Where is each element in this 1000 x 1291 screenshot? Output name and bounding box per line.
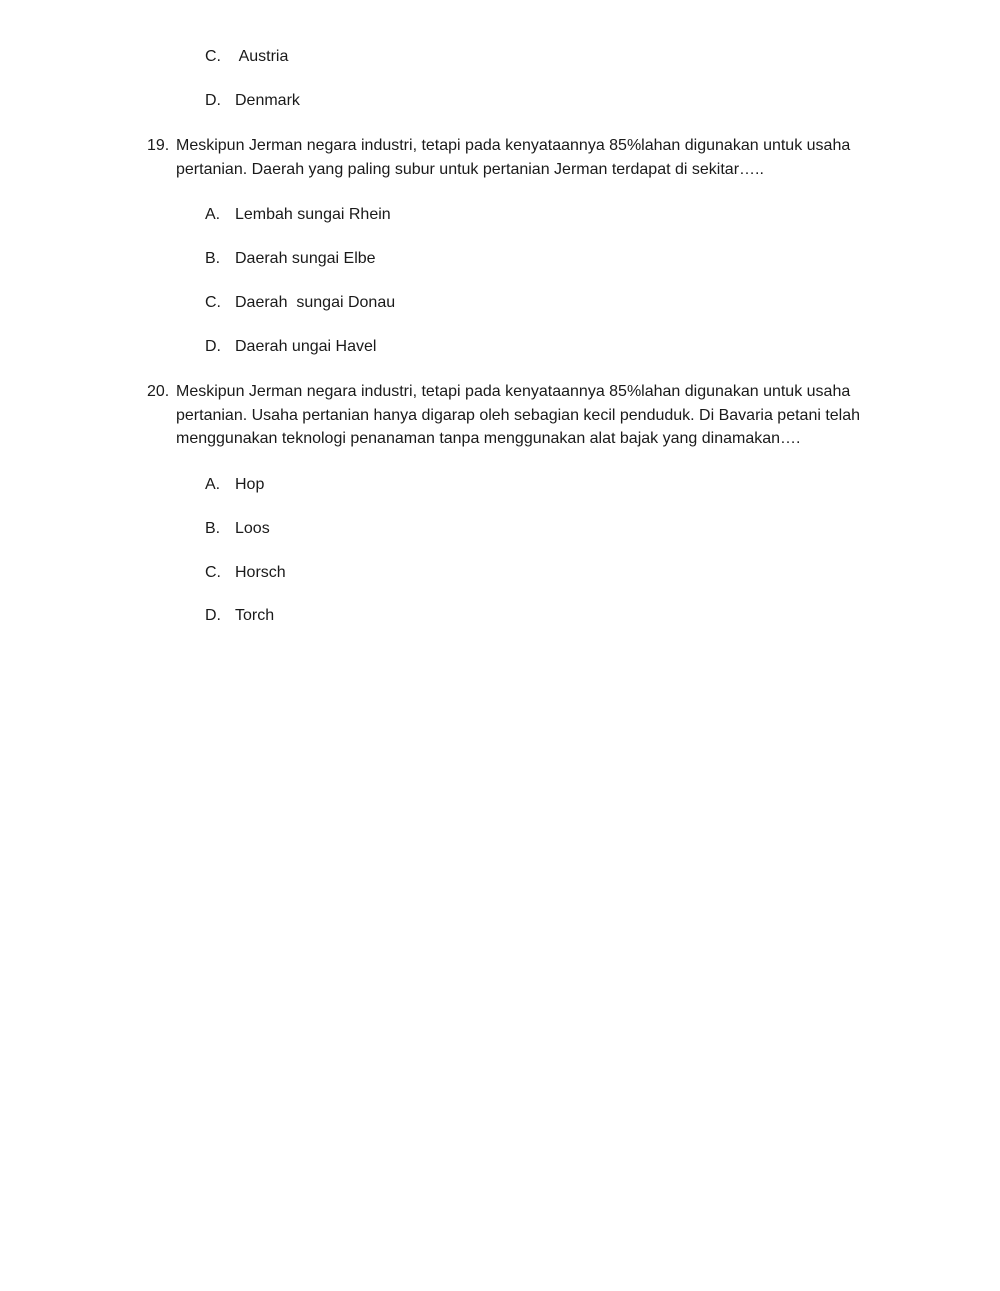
question-text: Meskipun Jerman negara industri, tetapi pada kenyataannya 85%lahan digunakan untuk usaha pertanian. Usaha pertanian hanya digarap oleh sebagian kecil penduduk. Di Bavaria petani telah menggunakan teknologi penanaman tanpa menggunakan alat bajak yang dinamakan….	[176, 383, 861, 447]
option-letter: B.	[205, 250, 221, 267]
option-text: Torch	[235, 607, 275, 624]
question-text: Meskipun Jerman negara industri, tetapi pada kenyataannya 85%lahan digunakan untuk usaha pertanian. Daerah yang paling subur untuk pertanian Jerman terdapat di sekitar…..	[176, 137, 851, 178]
q19-option-d	[205, 336, 376, 358]
option-letter: A.	[205, 476, 221, 493]
option-text: Daerah sungai Elbe	[235, 250, 376, 267]
option-text: Loos	[235, 520, 270, 537]
q19-option-c	[205, 292, 395, 314]
option-letter: C.	[205, 294, 221, 311]
q18-option-c	[205, 46, 288, 68]
option-text: Austria	[235, 48, 289, 65]
option-text: Denmark	[235, 92, 300, 109]
option-letter: D.	[205, 92, 221, 109]
option-letter: B.	[205, 520, 221, 537]
option-text: Daerah ungai Havel	[235, 338, 377, 355]
question-number: 19.	[147, 137, 170, 154]
q18-option-d	[205, 90, 300, 112]
q20-option-c	[205, 562, 286, 584]
option-letter: D.	[205, 338, 221, 355]
option-text: Lembah sungai Rhein	[235, 206, 391, 223]
question-number: 20.	[147, 383, 170, 400]
option-text: Horsch	[235, 564, 286, 581]
option-letter: C.	[205, 564, 221, 581]
option-text: Daerah sungai Donau	[235, 294, 396, 311]
question-19	[147, 134, 907, 181]
q19-option-a	[205, 204, 391, 226]
q20-option-d	[205, 605, 274, 627]
q20-option-a	[205, 474, 264, 496]
q20-option-b	[205, 518, 270, 540]
option-letter: A.	[205, 206, 221, 223]
question-20	[147, 380, 907, 451]
option-letter: C.	[205, 48, 221, 65]
option-text: Hop	[235, 476, 265, 493]
q19-option-b	[205, 248, 376, 270]
option-letter: D.	[205, 607, 221, 624]
